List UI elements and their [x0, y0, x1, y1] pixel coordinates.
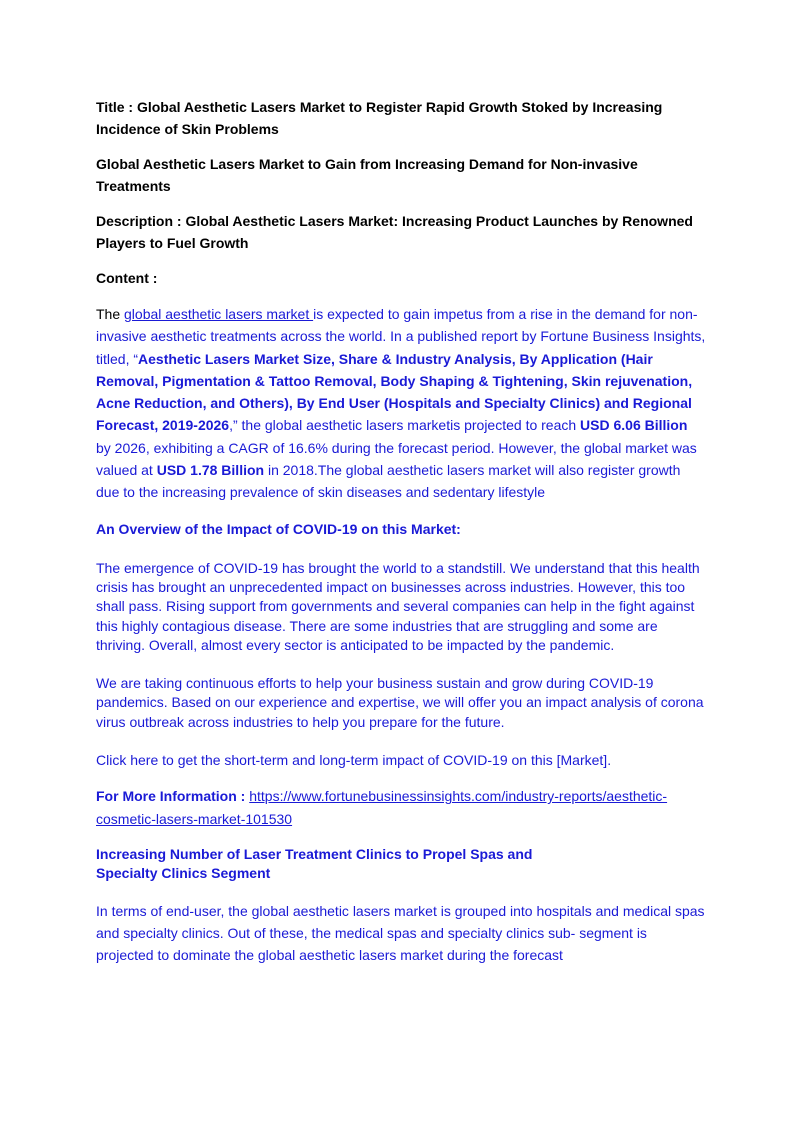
intro-text-3: by 2026, exhibiting a CAGR of 16.6% during the forecast period. However, the global market was valued at: [96, 439, 697, 479]
more-info-label: For More Information :: [96, 788, 250, 805]
covid-paragraph-2: We are taking continuous efforts to help your business sustain and grow during COVID-19 pandemics. Based on our experience and expertise, we will offer you an impact analysis of corona virus outbreak across industries to help you prepare for the future.: [96, 675, 704, 730]
market-link[interactable]: global aesthetic lasers market: [124, 306, 314, 322]
document-page: [96, 96, 706, 966]
description-line: Description : Global Aesthetic Lasers Market: Increasing Product Launches by Renowned Players to Fuel Growth: [96, 213, 693, 251]
title-line: Title : Global Aesthetic Lasers Market to Register Rapid Growth Stoked by Increasing Incidence of Skin Problems: [96, 99, 663, 137]
more-info-link[interactable]: https://www.fortunebusinessinsights.com/industry-reports/aesthetic-cosmetic-lasers-market-101530: [96, 788, 668, 827]
covid-paragraph-1: The emergence of COVID-19 has brought the world to a standstill. We understand that this health crisis has brought an unprecedented impact on businesses across industries. However, this too shall pass. Rising support from governments and several companies can help in the fight against this highly contagious disease. There are some industries that are struggling and some are thriving. Overall, almost every sector is anticipated to be impacted by the pandemic.: [96, 559, 700, 653]
segment-paragraph: In terms of end-user, the global aesthetic lasers market is grouped into hospitals and medical spas and specialty clinics. Out of these, the medical spas and specialty clinics sub- segment is projected to dominate the global aesthetic lasers market during the forecast: [96, 902, 705, 964]
more-info-line: [96, 785, 706, 830]
value-2026: USD 6.06 Billion: [580, 417, 688, 434]
report-title: Aesthetic Lasers Market Size, Share & Industry Analysis, By Application (Hair Removal, Pigmentation & Tattoo Removal, Body Shaping & Tightening, Skin rejuvenation, Acne Reduction, and Others), By End User (Hospitals and Specialty Clinics) and Regional Forecast, 2019-2026: [96, 350, 693, 434]
click-here-text[interactable]: Click here to get the short-term and long-term impact of COVID-19 on this [Market].: [96, 752, 612, 769]
segment-heading: Increasing Number of Laser Treatment Clinics to Propel Spas and Specialty Clinics Segment: [96, 845, 533, 882]
intro-text-4: in 2018.The global aesthetic lasers market will also register growth due to the increasing prevalence of skin diseases and sedentary lifestyle: [96, 462, 681, 501]
value-2018: USD 1.78 Billion: [156, 462, 265, 479]
intro-paragraph: [96, 303, 706, 504]
covid-heading: An Overview of the Impact of COVID-19 on this Market:: [96, 520, 461, 537]
intro-text-2: ,” the global aesthetic lasers marketis projected to reach: [229, 417, 581, 434]
subtitle-line: Global Aesthetic Lasers Market to Gain from Increasing Demand for Non-invasive Treatments: [96, 156, 638, 194]
content-label: Content :: [96, 270, 158, 286]
intro-text-1: is expected to gain impetus from a rise in the demand for non-invasive aesthetic treatments across the world. In a published report by Fortune Business Insights, titled, “: [96, 306, 706, 367]
intro-lead-text: The: [96, 306, 125, 322]
